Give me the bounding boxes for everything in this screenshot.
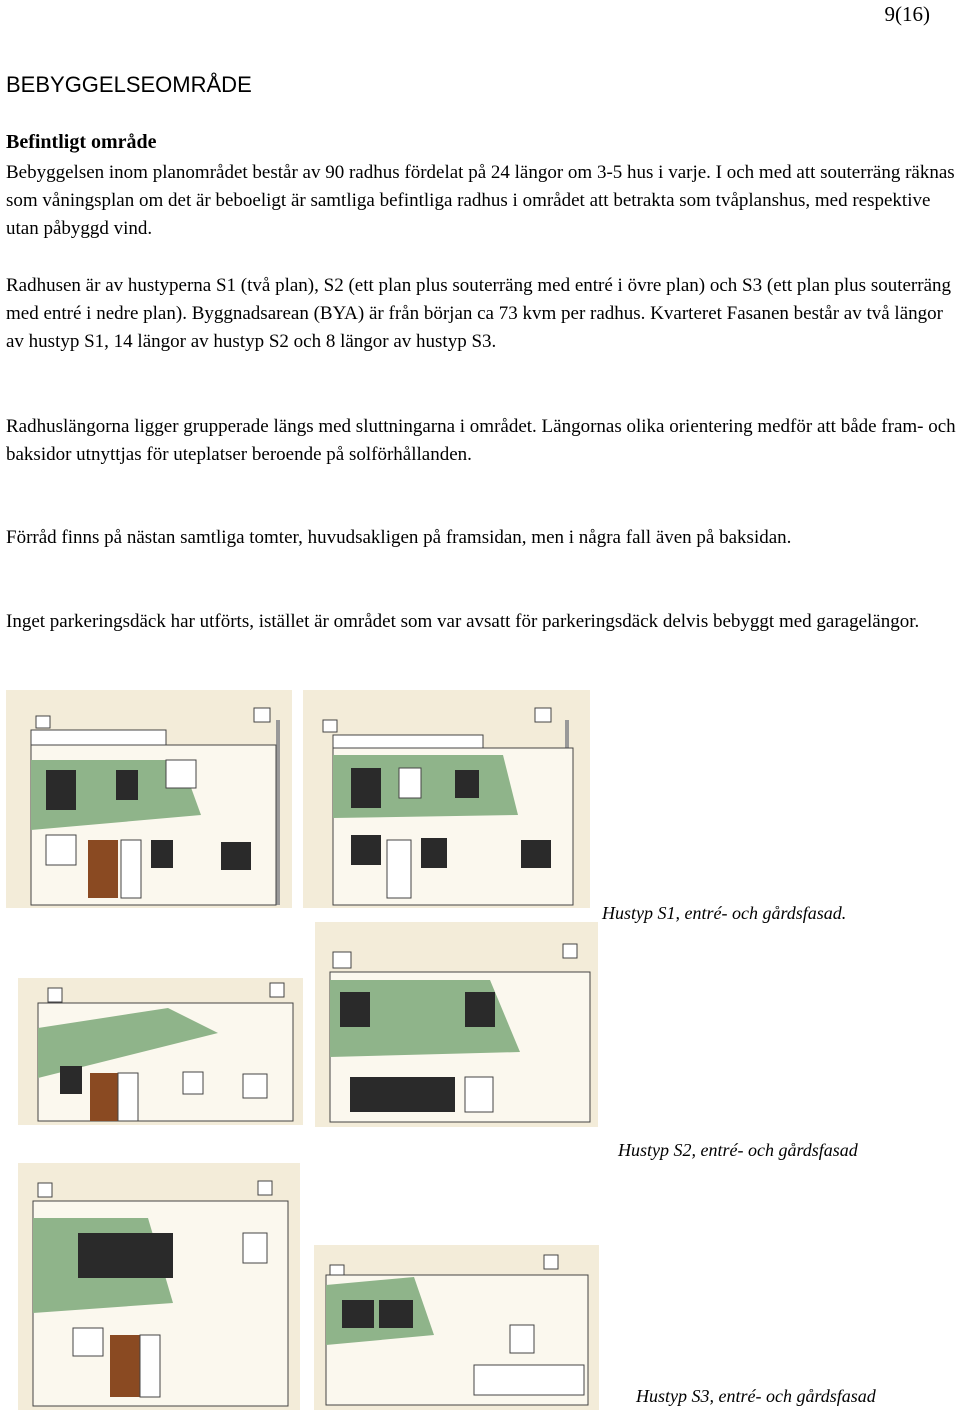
s1-garden-facade-drawing xyxy=(303,690,590,908)
paragraph-buildings: Bebyggelsen inom planområdet består av 90 radhus fördelat på 24 längor om 3-5 hus i varje. I och med att souterräng räknas som våningsplan om det är beboeligt är samtliga befintliga radhus i området att betrakta som tvåplanshus, med respektive utan påbyggd vind. xyxy=(6,162,955,239)
figure-caption-s1: Hustyp S1, entré- och gårdsfasad. xyxy=(602,903,847,923)
s2-entrance-facade-drawing xyxy=(18,978,303,1125)
paragraph-parking: Inget parkeringsdäck har utförts, istället är området som var avsatt för parkeringsdäck delvis bebyggt med garagelängor. xyxy=(6,611,920,632)
s3-garden-facade-drawing xyxy=(314,1245,599,1410)
paragraph-storage: Förråd finns på nästan samtliga tomter, huvudsakligen på framsidan, men i några fall även på baksidan. xyxy=(6,527,792,548)
s2-garden-facade-drawing xyxy=(315,922,598,1127)
s3-entrance-facade-drawing xyxy=(18,1163,300,1410)
paragraph-house-types: Radhusen är av hustyperna S1 (två plan), S2 (ett plan plus souterräng med entré i övre plan) och S3 (ett plan plus souterräng med entré i nedre plan). Byggnadsarean (BYA) är från början ca 73 kvm per radhus. Kvarteret Fasanen består av två längor av hustyp S1, 14 längor av hustyp S2 och 8 längor av hustyp S3. xyxy=(6,275,952,352)
section-subheading: Befintligt område xyxy=(6,131,157,153)
figure-caption-s2: Hustyp S2, entré- och gårdsfasad xyxy=(618,1140,858,1160)
s1-entrance-facade-drawing xyxy=(6,690,292,908)
paragraph-grouping: Radhuslängorna ligger grupperade längs med sluttningarna i området. Längornas olika orientering medför att både fram- och baksidor utnyttjas för uteplatser beroende på solförhållanden. xyxy=(6,416,956,465)
figure-caption-s3: Hustyp S3, entré- och gårdsfasad xyxy=(636,1386,876,1406)
section-heading: BEBYGGELSEOMRÅDE xyxy=(6,72,252,97)
page-number: 9(16) xyxy=(884,2,930,26)
